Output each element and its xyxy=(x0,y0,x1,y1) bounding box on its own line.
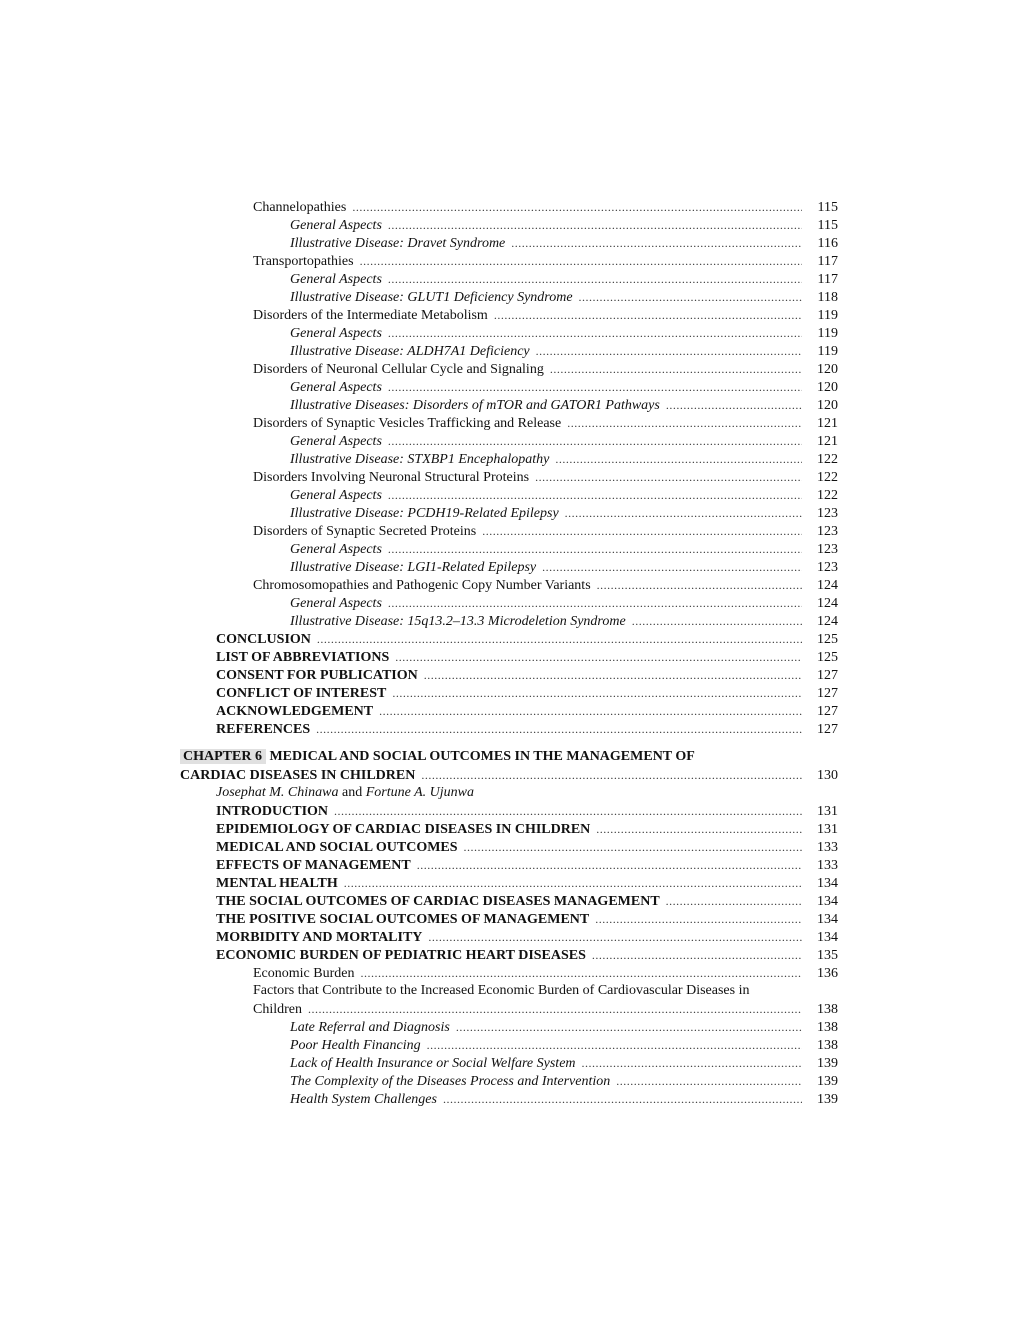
page-number: 139 xyxy=(817,1074,838,1089)
toc-entry[interactable] xyxy=(0,396,838,414)
dot-leader xyxy=(388,486,802,504)
toc-entry[interactable] xyxy=(0,576,838,594)
toc-entry-text: The Complexity of the Diseases Process and Intervention xyxy=(290,1073,616,1091)
toc-entry-text: General Aspects xyxy=(290,379,388,397)
toc-entry-text: Children xyxy=(253,1001,308,1019)
dot-leader xyxy=(388,270,802,288)
page-number: 127 xyxy=(817,704,838,719)
toc-entry[interactable] xyxy=(0,1090,838,1108)
page-number: 138 xyxy=(817,1002,838,1017)
dot-leader xyxy=(417,856,802,874)
toc-section-chapter5 xyxy=(0,198,1020,738)
toc-entry-text: THE SOCIAL OUTCOMES OF CARDIAC DISEASES MANAGEMENT xyxy=(216,893,666,911)
page-number: 122 xyxy=(817,452,838,467)
page-number: 121 xyxy=(817,434,838,449)
toc-entry-text: Illustrative Disease: ALDH7A1 Deficiency xyxy=(290,343,536,361)
page-number: 119 xyxy=(817,326,838,341)
toc-entry-text: Illustrative Disease: PCDH19-Related Epilepsy xyxy=(290,505,565,523)
toc-entry-text: CONCLUSION xyxy=(216,631,317,649)
toc-entry[interactable] xyxy=(0,1072,838,1090)
page-number: 134 xyxy=(817,876,838,891)
toc-entry[interactable] xyxy=(0,198,838,216)
toc-entry[interactable] xyxy=(0,288,838,306)
toc-entry-text: Disorders of the Intermediate Metabolism xyxy=(253,307,494,325)
dot-leader xyxy=(632,612,802,630)
page-number: 139 xyxy=(817,1056,838,1071)
toc-entry-text: General Aspects xyxy=(290,271,388,289)
toc-entry-text: Channelopathies xyxy=(253,199,352,217)
dot-leader xyxy=(388,216,802,234)
toc-entry-text: General Aspects xyxy=(290,433,388,451)
toc-entry-text: ECONOMIC BURDEN OF PEDIATRIC HEART DISEASES xyxy=(216,947,592,965)
toc-entry-text: Illustrative Disease: Dravet Syndrome xyxy=(290,235,511,253)
toc-entry[interactable] xyxy=(0,432,838,450)
page-number: 125 xyxy=(817,650,838,665)
dot-leader xyxy=(565,504,802,522)
toc-entry[interactable] xyxy=(0,360,838,378)
toc-entry-text: Disorders of Synaptic Secreted Proteins xyxy=(253,523,482,541)
dot-leader xyxy=(388,432,802,450)
toc-entry[interactable] xyxy=(0,594,838,612)
toc-entry-text: General Aspects xyxy=(290,217,388,235)
toc-entry[interactable] xyxy=(0,702,838,720)
chapter-title-line1: MEDICAL AND SOCIAL OUTCOMES IN THE MANAGEMENT OF xyxy=(269,749,695,764)
toc-entry-text: MENTAL HEALTH xyxy=(216,875,344,893)
page-number: 118 xyxy=(817,290,838,305)
dot-leader xyxy=(595,910,802,928)
dot-leader xyxy=(360,964,802,982)
toc-entry[interactable] xyxy=(0,910,838,928)
toc-entry-text: EFFECTS OF MANAGEMENT xyxy=(216,857,417,875)
page-number: 138 xyxy=(817,1038,838,1053)
dot-leader xyxy=(550,360,802,378)
dot-leader xyxy=(360,252,802,270)
toc-entry-text: General Aspects xyxy=(290,325,388,343)
toc-entry-text: LIST OF ABBREVIATIONS xyxy=(216,649,395,667)
page-number: 124 xyxy=(817,578,838,593)
toc-entry-wrapped-line1[interactable] xyxy=(0,982,1020,1000)
toc-entry-text: General Aspects xyxy=(290,595,388,613)
toc-entry[interactable] xyxy=(0,216,838,234)
dot-leader xyxy=(666,396,802,414)
page-number: 120 xyxy=(817,362,838,377)
toc-entry[interactable] xyxy=(0,630,838,648)
toc-entry[interactable] xyxy=(0,324,838,342)
page-number: 127 xyxy=(817,722,838,737)
toc-entry[interactable] xyxy=(0,856,838,874)
toc-entry[interactable] xyxy=(0,252,838,270)
page-number: 121 xyxy=(817,416,838,431)
toc-entry-text: Transportopathies xyxy=(253,253,360,271)
page-number: 124 xyxy=(817,596,838,611)
toc-entry[interactable] xyxy=(0,820,838,838)
toc-entry-text: Economic Burden xyxy=(253,965,360,983)
page-number: 123 xyxy=(817,542,838,557)
dot-leader xyxy=(579,288,802,306)
toc-entry[interactable] xyxy=(0,684,838,702)
toc-entry-text: Factors that Contribute to the Increased Economic Burden of Cardiovascular Diseases in xyxy=(253,983,750,998)
toc-entry-text: THE POSITIVE SOCIAL OUTCOMES OF MANAGEMENT xyxy=(216,911,595,929)
toc-entry-wrapped-line2[interactable] xyxy=(0,1000,838,1018)
toc-entry-text: Disorders of Synaptic Vesicles Trafficking and Release xyxy=(253,415,567,433)
page-number: 119 xyxy=(817,344,838,359)
toc-entry[interactable] xyxy=(0,504,838,522)
dot-leader xyxy=(596,820,802,838)
toc-entry[interactable] xyxy=(0,1018,838,1036)
page-number: 134 xyxy=(817,930,838,945)
chapter-label: CHAPTER 6 xyxy=(180,749,266,764)
toc-entry[interactable] xyxy=(0,928,838,946)
page-number: 123 xyxy=(817,506,838,521)
chapter-title-row[interactable] xyxy=(0,766,838,784)
toc-entry[interactable] xyxy=(0,558,838,576)
dot-leader xyxy=(334,802,802,820)
toc-entry-text: CONSENT FOR PUBLICATION xyxy=(216,667,424,685)
toc-entry-text: Disorders Involving Neuronal Structural Proteins xyxy=(253,469,535,487)
toc-entry-text: MEDICAL AND SOCIAL OUTCOMES xyxy=(216,839,464,857)
toc-entry[interactable] xyxy=(0,468,838,486)
dot-leader xyxy=(582,1054,802,1072)
toc-entry-text: CONFLICT OF INTEREST xyxy=(216,685,392,703)
page-number: 133 xyxy=(817,858,838,873)
toc-entry-text: ACKNOWLEDGEMENT xyxy=(216,703,379,721)
dot-leader xyxy=(317,630,802,648)
toc-entry[interactable] xyxy=(0,666,838,684)
toc-entry[interactable] xyxy=(0,838,838,856)
dot-leader xyxy=(494,306,802,324)
page-number: 123 xyxy=(817,560,838,575)
toc-entry-text: General Aspects xyxy=(290,541,388,559)
dot-leader xyxy=(592,946,802,964)
page-number: 123 xyxy=(817,524,838,539)
toc-entry[interactable] xyxy=(0,306,838,324)
toc-entry[interactable] xyxy=(0,540,838,558)
dot-leader xyxy=(535,468,802,486)
dot-leader xyxy=(464,838,802,856)
toc-entry[interactable] xyxy=(0,1054,838,1072)
author-name: Josephat M. Chinawa xyxy=(216,785,339,800)
page-number: 122 xyxy=(817,488,838,503)
table-of-contents xyxy=(0,198,1020,1108)
dot-leader xyxy=(392,684,802,702)
dot-leader xyxy=(388,540,802,558)
dot-leader xyxy=(567,414,802,432)
dot-leader xyxy=(308,1000,802,1018)
toc-entry-text: Disorders of Neuronal Cellular Cycle and Signaling xyxy=(253,361,550,379)
page-number: 127 xyxy=(817,686,838,701)
toc-entry-text: Illustrative Diseases: Disorders of mTOR and GATOR1 Pathways xyxy=(290,397,666,415)
toc-entry[interactable] xyxy=(0,270,838,288)
toc-entry[interactable] xyxy=(0,612,838,630)
toc-entry[interactable] xyxy=(0,874,838,892)
page-number: 139 xyxy=(817,1092,838,1107)
dot-leader xyxy=(443,1090,802,1108)
toc-entry-text: Chromosomopathies and Pathogenic Copy Number Variants xyxy=(253,577,597,595)
page-number: 125 xyxy=(817,632,838,647)
page-number: 134 xyxy=(817,912,838,927)
toc-entry[interactable] xyxy=(0,892,838,910)
toc-entry-text: INTRODUCTION xyxy=(216,803,334,821)
toc-entry-text: Poor Health Financing xyxy=(290,1037,427,1055)
page-number: 116 xyxy=(817,236,838,251)
dot-leader xyxy=(424,666,802,684)
chapter-heading xyxy=(0,748,1020,766)
page-number: 134 xyxy=(817,894,838,909)
page-number: 119 xyxy=(817,308,838,323)
dot-leader xyxy=(616,1072,802,1090)
page-number: 122 xyxy=(817,470,838,485)
toc-entry-text: MORBIDITY AND MORTALITY xyxy=(216,929,428,947)
dot-leader xyxy=(379,702,802,720)
dot-leader xyxy=(388,378,802,396)
page-number: 131 xyxy=(817,804,838,819)
toc-entry-text: Late Referral and Diagnosis xyxy=(290,1019,456,1037)
toc-entry[interactable] xyxy=(0,648,838,666)
author-name: Fortune A. Ujunwa xyxy=(365,785,474,800)
dot-leader xyxy=(536,342,802,360)
page-number: 130 xyxy=(817,768,838,783)
dot-leader xyxy=(395,648,802,666)
dot-leader xyxy=(555,450,802,468)
toc-entry-text: Illustrative Disease: LGI1-Related Epilepsy xyxy=(290,559,542,577)
toc-entry[interactable] xyxy=(0,486,838,504)
dot-leader xyxy=(456,1018,802,1036)
dot-leader xyxy=(421,766,802,784)
toc-entry-text: REFERENCES xyxy=(216,721,316,739)
chapter-title-line2: CARDIAC DISEASES IN CHILDREN xyxy=(180,767,421,785)
dot-leader xyxy=(428,928,802,946)
chapter-authors xyxy=(0,784,1020,802)
page-number: 117 xyxy=(817,254,838,269)
toc-section-chapter6-sub xyxy=(0,1018,1020,1108)
page-number: 115 xyxy=(817,200,838,215)
page-number: 136 xyxy=(817,966,838,981)
page-number: 138 xyxy=(817,1020,838,1035)
dot-leader xyxy=(511,234,802,252)
toc-entry-text: Illustrative Disease: GLUT1 Deficiency Syndrome xyxy=(290,289,579,307)
page-number: 135 xyxy=(817,948,838,963)
page-number: 127 xyxy=(817,668,838,683)
dot-leader xyxy=(352,198,802,216)
toc-entry-text: Health System Challenges xyxy=(290,1091,443,1109)
page-number: 131 xyxy=(817,822,838,837)
dot-leader xyxy=(388,594,802,612)
toc-entry[interactable] xyxy=(0,378,838,396)
toc-entry[interactable] xyxy=(0,414,838,432)
dot-leader xyxy=(666,892,802,910)
toc-entry[interactable] xyxy=(0,234,838,252)
toc-entry[interactable] xyxy=(0,964,838,982)
toc-entry-text: Illustrative Disease: 15q13.2–13.3 Microdeletion Syndrome xyxy=(290,613,632,631)
dot-leader xyxy=(344,874,802,892)
toc-entry-text: Lack of Health Insurance or Social Welfare System xyxy=(290,1055,582,1073)
toc-entry-text: EPIDEMIOLOGY OF CARDIAC DISEASES IN CHILDREN xyxy=(216,821,596,839)
page-number: 117 xyxy=(817,272,838,287)
author-join: and xyxy=(342,785,363,800)
page-number: 124 xyxy=(817,614,838,629)
toc-entry[interactable] xyxy=(0,450,838,468)
toc-entry[interactable] xyxy=(0,342,838,360)
dot-leader xyxy=(388,324,802,342)
toc-entry[interactable] xyxy=(0,1036,838,1054)
toc-entry-text: Illustrative Disease: STXBP1 Encephalopathy xyxy=(290,451,555,469)
dot-leader xyxy=(482,522,802,540)
toc-entry[interactable] xyxy=(0,522,838,540)
dot-leader xyxy=(597,576,802,594)
toc-section-chapter6 xyxy=(0,802,1020,982)
toc-entry-text: General Aspects xyxy=(290,487,388,505)
toc-entry[interactable] xyxy=(0,720,838,738)
toc-entry[interactable] xyxy=(0,802,838,820)
dot-leader xyxy=(316,720,802,738)
toc-entry[interactable] xyxy=(0,946,838,964)
dot-leader xyxy=(542,558,802,576)
page-number: 115 xyxy=(817,218,838,233)
page-number: 133 xyxy=(817,840,838,855)
page-number: 120 xyxy=(817,398,838,413)
dot-leader xyxy=(427,1036,802,1054)
page-number: 120 xyxy=(817,380,838,395)
